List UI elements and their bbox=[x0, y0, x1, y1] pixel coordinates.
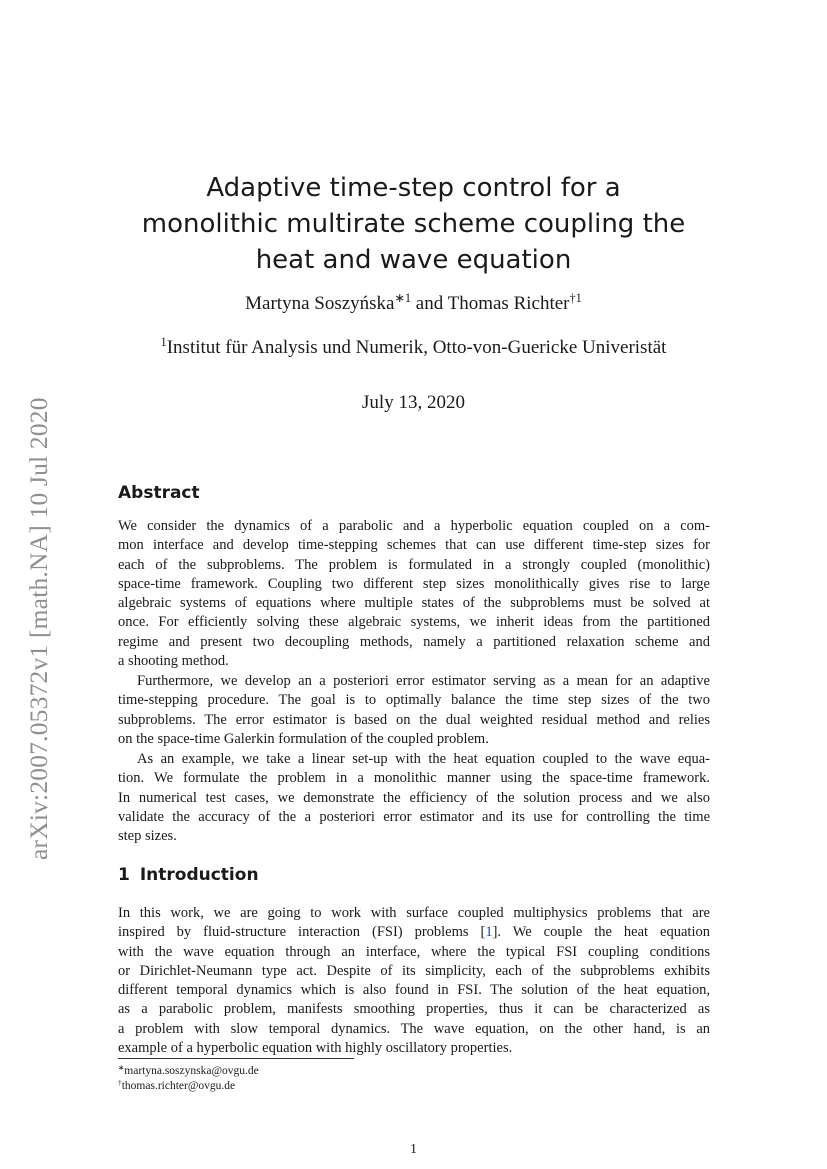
text-line: step sizes. bbox=[118, 828, 177, 845]
footnote-email: martyna.soszynska@ovgu.de bbox=[124, 1065, 259, 1077]
text-fragment: ]. We couple the heat equation bbox=[492, 924, 710, 941]
citation-link[interactable]: 1 bbox=[485, 924, 493, 941]
text-line: We consider the dynamics of a parabolic and a hyperbolic equation coupled on a com- bbox=[118, 518, 710, 534]
text-line: regime and present two decoupling methods, namely a partitioned relaxation scheme and bbox=[118, 633, 710, 650]
text-line bbox=[118, 923, 710, 942]
text-line: a problem with slow temporal dynamics. The wave equation, on the other hand, is an bbox=[118, 1020, 710, 1037]
author-name: Martyna Soszyńska bbox=[245, 293, 395, 314]
affiliation-text: Institut für Analysis und Numerik, Otto-von-Guericke Univeristät bbox=[166, 337, 667, 358]
affiliation bbox=[0, 337, 827, 359]
title-line: monolithic multirate scheme coupling the bbox=[141, 209, 686, 239]
author-name: Thomas Richter bbox=[447, 293, 570, 314]
footnote bbox=[118, 1064, 259, 1078]
text-line: validate the accuracy of the a posteriori error estimator and its use for controlling the time bbox=[118, 808, 710, 825]
abstract-heading: Abstract bbox=[118, 483, 200, 503]
footnote-divider bbox=[118, 1058, 354, 1059]
abstract-paragraph bbox=[118, 517, 710, 671]
publication-date: July 13, 2020 bbox=[362, 392, 465, 413]
page-number: 1 bbox=[410, 1142, 417, 1157]
text-line: each of the subproblems. The problem is formulated in a strongly coupled (monolithic) bbox=[118, 556, 710, 573]
arxiv-identifier-stamp: arXiv:2007.05372v1 [math.NA] 10 Jul 2020 bbox=[24, 397, 53, 860]
affiliation-mark: 1 bbox=[160, 335, 167, 350]
section-number: 1 bbox=[118, 865, 130, 885]
author-conjunction: and bbox=[411, 293, 448, 314]
text-line: a shooting method. bbox=[118, 653, 229, 670]
abstract-paragraph bbox=[118, 750, 710, 846]
text-line: different temporal dynamics which is also found in FSI. The solution of the heat equation, bbox=[118, 982, 710, 999]
text-line: as a parabolic problem, manifests smoothing properties, thus it can be characterized as bbox=[118, 1001, 710, 1018]
text-line: mon interface and develop time-stepping schemes that can use different time-step sizes for bbox=[118, 537, 710, 554]
text-line: space-time framework. Coupling two different step sizes monolithically gives rise to large bbox=[118, 575, 710, 592]
title-line: heat and wave equation bbox=[255, 245, 572, 275]
text-line: In numerical test cases, we demonstrate the efficiency of the solution process and we also bbox=[118, 789, 710, 806]
text-line: subproblems. The error estimator is based on the dual weighted residual method and relies bbox=[118, 711, 710, 728]
text-line: In this work, we are going to work with surface coupled multiphysics problems that are bbox=[118, 905, 710, 921]
text-line: example of a hyperbolic equation with highly oscillatory properties. bbox=[118, 1040, 513, 1057]
paper-title bbox=[90, 170, 737, 278]
section-heading-introduction bbox=[118, 865, 259, 885]
author-list bbox=[0, 293, 827, 315]
text-line: or Dirichlet-Neumann type act. Despite of its simplicity, each of the subproblems exhibits bbox=[118, 962, 710, 979]
text-line: with the wave equation through an interface, where the typical FSI coupling conditions bbox=[118, 943, 710, 960]
introduction-paragraph bbox=[118, 904, 710, 1058]
footnote-mark: ∗ bbox=[118, 1062, 125, 1072]
text-line: time-stepping procedure. The goal is to optimally balance the time step sizes of the two bbox=[118, 692, 710, 709]
text-line: tion. We formulate the problem in a monolithic manner using the space-time framework. bbox=[118, 770, 710, 787]
text-line: once. For efficiently solving these algebraic systems, we inherit ideas from the partitioned bbox=[118, 614, 710, 631]
footnote bbox=[118, 1079, 235, 1093]
author-mark: ∗1 bbox=[394, 291, 412, 306]
author-mark: †1 bbox=[569, 291, 582, 306]
text-line: As an example, we take a linear set-up with the heat equation coupled to the wave equa- bbox=[137, 751, 710, 767]
footnote-email: thomas.richter@ovgu.de bbox=[121, 1080, 236, 1092]
section-title: Introduction bbox=[139, 865, 259, 885]
text-line: algebraic systems of equations where multiple states of the subproblems must be solved at bbox=[118, 595, 710, 612]
text-fragment: inspired by fluid-structure interaction (FSI) problems [ bbox=[118, 924, 486, 941]
text-line: on the space-time Galerkin formulation of the coupled problem. bbox=[118, 730, 489, 747]
abstract-paragraph bbox=[118, 672, 710, 749]
footnote-mark: † bbox=[118, 1077, 122, 1087]
text-line: Furthermore, we develop an a posteriori error estimator serving as a mean for an adaptive bbox=[137, 673, 710, 689]
title-line: Adaptive time-step control for a bbox=[206, 173, 621, 203]
